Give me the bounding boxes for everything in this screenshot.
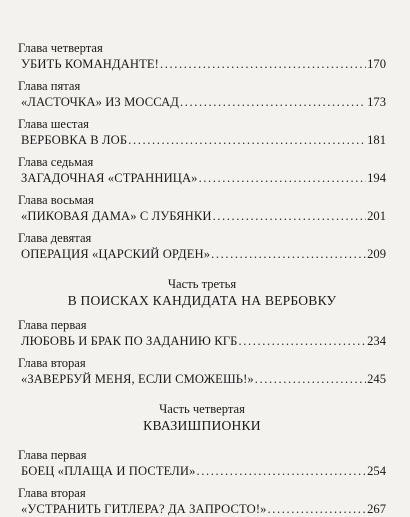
toc-entry [18,56,386,72]
part-label: Часть третья [167,277,237,291]
chapter-title: ЗАГАДОЧНАЯ «СТРАННИЦА» [21,171,198,185]
chapter-title: «ЗАВЕРБУЙ МЕНЯ, ЕСЛИ СМОЖЕШЬ!» [21,372,254,386]
toc-entry [18,94,386,110]
page-number: 209 [367,247,386,261]
toc-entry [18,501,386,517]
chapter-title: «ЛАСТОЧКА» ИЗ МОССАД [21,95,179,109]
table-of-contents [18,41,386,517]
chapter-label: Глава вторая [18,356,86,370]
toc-entry [18,208,386,224]
chapter-title: ЛЮБОВЬ И БРАК ПО ЗАДАНИЮ КГБ [21,334,238,348]
page-number: 201 [367,209,386,223]
page-number: 245 [367,372,386,386]
toc-entry [18,132,386,148]
chapter-label: Глава вторая [18,486,86,500]
dot-leader [213,208,367,224]
page-number: 170 [367,57,386,71]
page-number: 234 [367,334,386,348]
part-title: КВАЗИШПИОНКИ [143,418,261,433]
chapter-title: «ПИКОВАЯ ДАМА» С ЛУБЯНКИ [21,209,212,223]
page-number: 181 [367,133,386,147]
chapter-title: УБИТЬ КОМАНДАНТЕ! [21,57,159,71]
dot-leader [197,463,367,479]
toc-entry [18,170,386,186]
dot-leader [255,371,366,387]
chapter-title: «УСТРАНИТЬ ГИТЛЕРА? ДА ЗАПРОСТО!» [21,502,267,516]
toc-entry [18,371,386,387]
chapter-label: Глава пятая [18,79,81,93]
chapter-label: Глава восьмая [18,193,94,207]
toc-entry [18,333,386,349]
dot-leader [160,56,366,72]
toc-entry [18,463,386,479]
chapter-label: Глава седьмая [18,155,94,169]
dot-leader [238,333,366,349]
dot-leader [268,501,367,517]
chapter-title: БОЕЦ «ПЛАЩА И ПОСТЕЛИ» [21,464,196,478]
page-number: 173 [367,95,386,109]
chapter-title: ВЕРБОВКА В ЛОБ [21,133,128,147]
toc-entry [18,246,386,262]
page-number: 267 [367,502,386,516]
page-number: 194 [367,171,386,185]
part-title: В ПОИСКАХ КАНДИДАТА НА ВЕРБОВКУ [67,293,337,308]
chapter-label: Глава первая [18,318,87,332]
dot-leader [128,132,366,148]
chapter-title: ОПЕРАЦИЯ «ЦАРСКИЙ ОРДЕН» [21,247,211,261]
chapter-label: Глава шестая [18,117,89,131]
chapter-label: Глава четвертая [18,41,103,55]
dot-leader [180,94,366,110]
dot-leader [211,246,366,262]
page-number: 254 [367,464,386,478]
part-label: Часть четвертая [159,402,245,416]
dot-leader [199,170,367,186]
chapter-label: Глава девятая [18,231,92,245]
chapter-label: Глава первая [18,448,87,462]
